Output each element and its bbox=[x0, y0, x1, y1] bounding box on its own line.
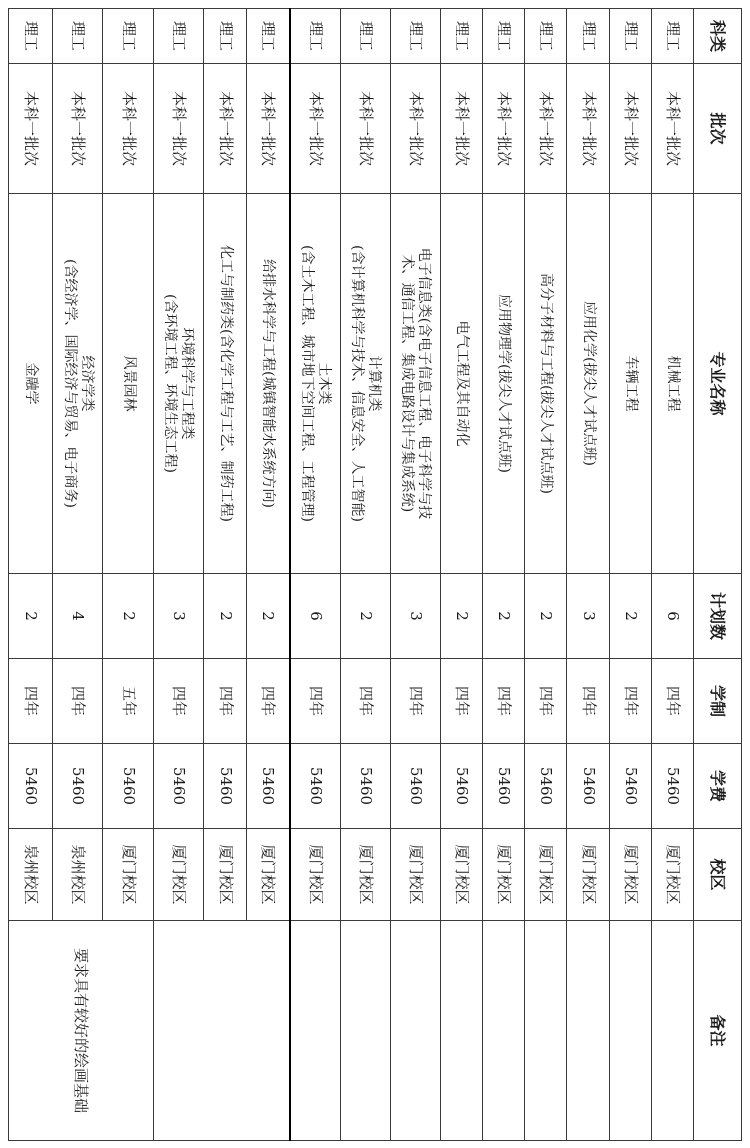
major-cell bbox=[525, 194, 567, 574]
tuition-cell: 5460 bbox=[390, 744, 440, 829]
campus-cell: 厦门校区 bbox=[525, 829, 567, 921]
batch-cell: 本科一批次 bbox=[651, 64, 693, 194]
tuition-cell: 5460 bbox=[651, 744, 693, 829]
plan-cell: 3 bbox=[153, 574, 203, 659]
major-name: 环境科学与工程类 bbox=[179, 327, 196, 440]
duration-cell: 四年 bbox=[203, 659, 246, 744]
major-cell bbox=[247, 194, 290, 574]
major-cell bbox=[609, 194, 651, 574]
header-batch: 批次 bbox=[694, 64, 742, 194]
note-cell bbox=[525, 921, 567, 1141]
major-name: 电子信息类(含电子信息工程、电子科学与技 bbox=[416, 247, 433, 520]
campus-cell: 厦门校区 bbox=[290, 829, 340, 921]
campus-cell: 厦门校区 bbox=[567, 829, 609, 921]
tuition-cell: 5460 bbox=[247, 744, 290, 829]
tuition-cell: 5460 bbox=[609, 744, 651, 829]
major-cell bbox=[53, 194, 103, 574]
note-cell bbox=[651, 921, 693, 1141]
campus-cell: 厦门校区 bbox=[483, 829, 525, 921]
tuition-cell: 5460 bbox=[567, 744, 609, 829]
category-cell: 理工 bbox=[247, 9, 290, 64]
batch-cell: 本科一批次 bbox=[567, 64, 609, 194]
plan-cell: 3 bbox=[567, 574, 609, 659]
major-cell bbox=[440, 194, 482, 574]
category-cell: 理工 bbox=[525, 9, 567, 64]
batch-cell: 本科一批次 bbox=[203, 64, 246, 194]
tuition-cell: 5460 bbox=[440, 744, 482, 829]
major-cell bbox=[153, 194, 203, 574]
plan-cell: 6 bbox=[290, 574, 340, 659]
tuition-cell: 5460 bbox=[153, 744, 203, 829]
tuition-cell: 5460 bbox=[53, 744, 103, 829]
batch-cell: 本科一批次 bbox=[440, 64, 482, 194]
campus-cell: 厦门校区 bbox=[103, 829, 153, 921]
table-row bbox=[567, 9, 609, 1141]
duration-cell: 四年 bbox=[390, 659, 440, 744]
major-detail: (含环境工程、环境生态工程) bbox=[162, 294, 179, 473]
category-cell: 理工 bbox=[651, 9, 693, 64]
major-name: 应用物理学(拔尖人才试点班) bbox=[496, 294, 513, 473]
plan-cell: 2 bbox=[340, 574, 390, 659]
tuition-cell: 5460 bbox=[525, 744, 567, 829]
campus-cell: 泉州校区 bbox=[9, 829, 53, 921]
batch-cell: 本科一批次 bbox=[153, 64, 203, 194]
major-name: 经济学类 bbox=[78, 355, 95, 412]
tuition-cell: 5460 bbox=[103, 744, 153, 829]
plan-cell: 2 bbox=[103, 574, 153, 659]
duration-cell: 四年 bbox=[290, 659, 340, 744]
duration-cell: 五年 bbox=[103, 659, 153, 744]
category-cell: 理工 bbox=[53, 9, 103, 64]
plan-cell: 2 bbox=[203, 574, 246, 659]
category-cell: 理工 bbox=[203, 9, 246, 64]
table-row bbox=[390, 9, 440, 1141]
major-cell bbox=[567, 194, 609, 574]
table-row bbox=[609, 9, 651, 1141]
table-row bbox=[525, 9, 567, 1141]
note-cell: 要求具有较好的绘画基础 bbox=[9, 921, 154, 1141]
major-name: 金融学 bbox=[23, 362, 40, 405]
table-row bbox=[103, 9, 153, 1141]
major-name: 计算机类 bbox=[366, 355, 383, 412]
table-row bbox=[290, 9, 340, 1141]
header-campus: 校区 bbox=[694, 829, 742, 921]
note-cell bbox=[153, 921, 290, 1141]
plan-cell: 3 bbox=[390, 574, 440, 659]
campus-cell: 厦门校区 bbox=[340, 829, 390, 921]
header-major: 专业名称 bbox=[694, 194, 742, 574]
batch-cell: 本科一批次 bbox=[483, 64, 525, 194]
table-row bbox=[483, 9, 525, 1141]
tuition-cell: 5460 bbox=[340, 744, 390, 829]
campus-cell: 厦门校区 bbox=[247, 829, 290, 921]
duration-cell: 四年 bbox=[440, 659, 482, 744]
header-duration: 学制 bbox=[694, 659, 742, 744]
campus-cell: 泉州校区 bbox=[53, 829, 103, 921]
plan-cell: 2 bbox=[609, 574, 651, 659]
tuition-cell: 5460 bbox=[9, 744, 53, 829]
table-row bbox=[651, 9, 693, 1141]
header-category: 科类 bbox=[694, 9, 742, 64]
duration-cell: 四年 bbox=[247, 659, 290, 744]
major-detail: (含经济学、国际经济与贸易、电子商务) bbox=[61, 259, 78, 508]
duration-cell: 四年 bbox=[340, 659, 390, 744]
duration-cell: 四年 bbox=[567, 659, 609, 744]
category-cell: 理工 bbox=[340, 9, 390, 64]
plan-cell: 2 bbox=[483, 574, 525, 659]
category-cell: 理工 bbox=[103, 9, 153, 64]
admission-plan-table bbox=[8, 8, 742, 1141]
major-detail: (含土木工程、城市地下空间工程、工程管理) bbox=[299, 245, 316, 522]
category-cell: 理工 bbox=[390, 9, 440, 64]
header-plan: 计划数 bbox=[694, 574, 742, 659]
duration-cell: 四年 bbox=[483, 659, 525, 744]
major-name: 车辆工程 bbox=[622, 355, 639, 412]
batch-cell: 本科一批次 bbox=[103, 64, 153, 194]
campus-cell: 厦门校区 bbox=[390, 829, 440, 921]
batch-cell: 本科一批次 bbox=[525, 64, 567, 194]
major-cell bbox=[9, 194, 53, 574]
duration-cell: 四年 bbox=[153, 659, 203, 744]
plan-cell: 6 bbox=[651, 574, 693, 659]
batch-cell: 本科一批次 bbox=[9, 64, 53, 194]
note-cell bbox=[483, 921, 525, 1141]
major-cell bbox=[390, 194, 440, 574]
table-row bbox=[440, 9, 482, 1141]
duration-cell: 四年 bbox=[525, 659, 567, 744]
major-name: 化工与制药类(含化学工程与工艺、制药工程) bbox=[217, 245, 234, 522]
campus-cell: 厦门校区 bbox=[440, 829, 482, 921]
duration-cell: 四年 bbox=[9, 659, 53, 744]
plan-cell: 2 bbox=[9, 574, 53, 659]
major-name: 风景园林 bbox=[120, 355, 137, 412]
note-cell bbox=[609, 921, 651, 1141]
batch-cell: 本科一批次 bbox=[340, 64, 390, 194]
category-cell: 理工 bbox=[290, 9, 340, 64]
tuition-cell: 5460 bbox=[290, 744, 340, 829]
plan-cell: 2 bbox=[247, 574, 290, 659]
header-tuition: 学费 bbox=[694, 744, 742, 829]
major-cell bbox=[651, 194, 693, 574]
major-cell bbox=[290, 194, 340, 574]
category-cell: 理工 bbox=[9, 9, 53, 64]
header-row bbox=[694, 9, 742, 1141]
duration-cell: 四年 bbox=[53, 659, 103, 744]
major-name: 电气工程及其自动化 bbox=[454, 320, 471, 447]
tuition-cell: 5460 bbox=[483, 744, 525, 829]
major-name: 土木类 bbox=[316, 362, 333, 405]
plan-cell: 2 bbox=[525, 574, 567, 659]
batch-cell: 本科一批次 bbox=[247, 64, 290, 194]
campus-cell: 厦门校区 bbox=[203, 829, 246, 921]
category-cell: 理工 bbox=[153, 9, 203, 64]
note-cell bbox=[440, 921, 482, 1141]
major-name: 高分子材料与工程(拔尖人才试点班) bbox=[538, 273, 555, 494]
category-cell: 理工 bbox=[567, 9, 609, 64]
major-detail: (含计算机科学与技术、信息安全、人工智能) bbox=[349, 245, 366, 522]
campus-cell: 厦门校区 bbox=[609, 829, 651, 921]
duration-cell: 四年 bbox=[609, 659, 651, 744]
duration-cell: 四年 bbox=[651, 659, 693, 744]
batch-cell: 本科一批次 bbox=[290, 64, 340, 194]
major-cell bbox=[103, 194, 153, 574]
major-cell bbox=[203, 194, 246, 574]
plan-cell: 2 bbox=[440, 574, 482, 659]
note-cell bbox=[390, 921, 440, 1141]
major-cell bbox=[483, 194, 525, 574]
campus-cell: 厦门校区 bbox=[153, 829, 203, 921]
category-cell: 理工 bbox=[483, 9, 525, 64]
note-cell bbox=[340, 921, 390, 1141]
major-name: 给排水科学与工程(城镇智能水系统方向) bbox=[260, 259, 277, 508]
header-note: 备注 bbox=[694, 921, 742, 1141]
tuition-cell: 5460 bbox=[203, 744, 246, 829]
table-row bbox=[340, 9, 390, 1141]
batch-cell: 本科一批次 bbox=[609, 64, 651, 194]
major-cell bbox=[340, 194, 390, 574]
plan-cell: 4 bbox=[53, 574, 103, 659]
major-name: 应用化学(拔尖人才试点班) bbox=[580, 301, 597, 466]
note-cell bbox=[567, 921, 609, 1141]
note-cell bbox=[290, 921, 340, 1141]
major-name: 机械工程 bbox=[664, 355, 681, 412]
batch-cell: 本科一批次 bbox=[390, 64, 440, 194]
major-detail: 术、通信工程、集成电路设计与集成系统) bbox=[399, 254, 416, 513]
campus-cell: 厦门校区 bbox=[651, 829, 693, 921]
batch-cell: 本科一批次 bbox=[53, 64, 103, 194]
category-cell: 理工 bbox=[609, 9, 651, 64]
table-row bbox=[247, 9, 290, 1141]
category-cell: 理工 bbox=[440, 9, 482, 64]
